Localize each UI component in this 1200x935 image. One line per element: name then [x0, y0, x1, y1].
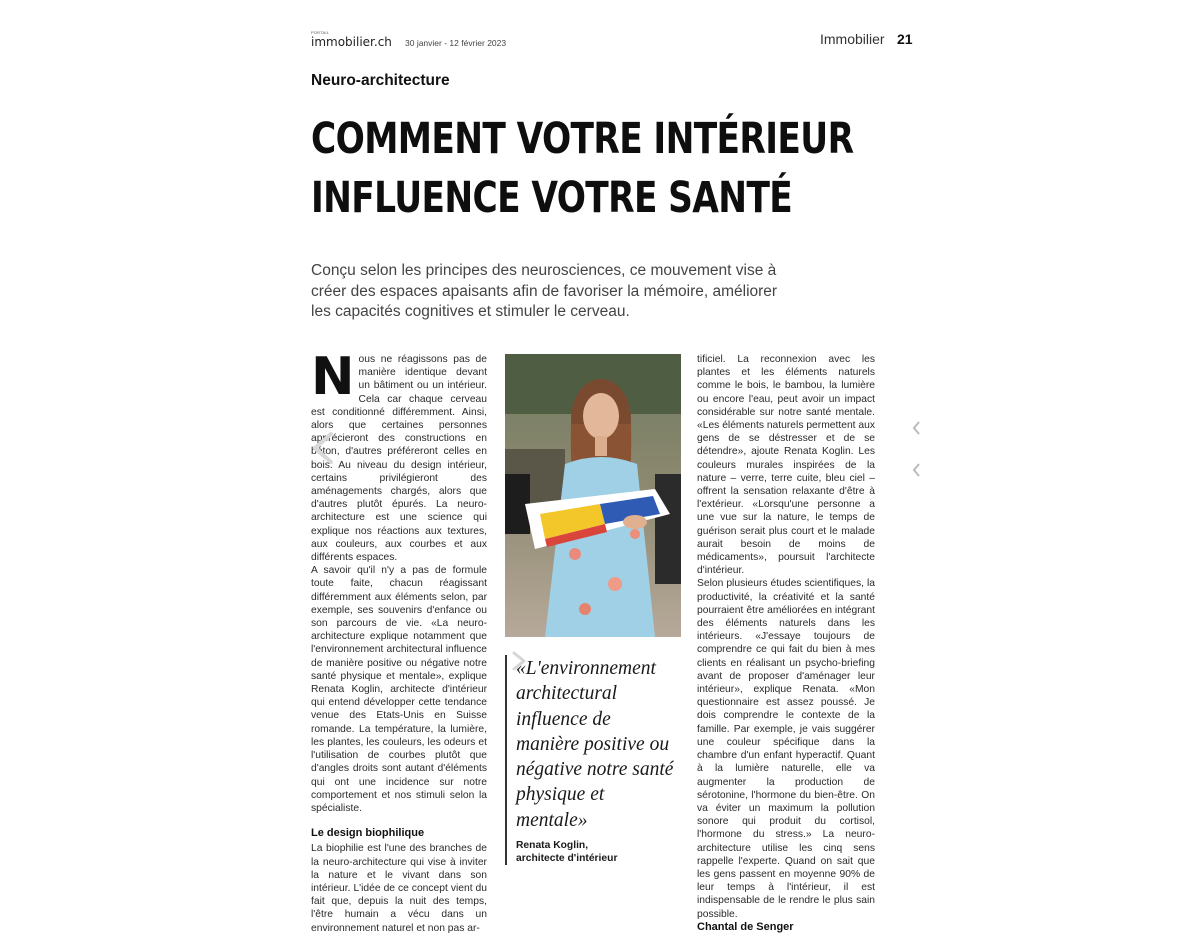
section-name: Immobilier: [820, 31, 885, 47]
paragraph: Selon plusieurs études scientifiques, la productivité, la créativité et la santé pourraient être améliorées en intégrant des éléments naturels dans les intérieurs. «J'essaye toujours de comprendre ce qui fait du bien à mes clients en réalisant un psycho-briefing avant de proposer d'aménager leur intérieur», explique Renata. «Mon questionnaire est assez poussé. Je dois comprendre le contexte de la famille. Par exemple, je vais suggérer une couleur spécifique dans la chambre d'un enfant hyperactif. Quant à la lumière naturelle, elle va augmenter la production de sérotonine, l'hormone du bien-être. On va éviter un maximum la pollution sonore qui produit du cortisol, l'hormone du stress.» La neuro-architecture utilise les cinq sens rappelle l'experte. Quand on sait que les gens passent en moyenne 90% de leur temps à l'intérieur, il est indispensable de le rendre le plus sain possible.: [697, 578, 875, 920]
quote-rule: [505, 655, 507, 865]
page-edge-mark-icon: [911, 421, 921, 435]
paragraph: La biophilie est l'une des branches de la neuro-architecture qui vise à inviter la nature et le vivant dans son intérieur. L'idée de ce concept vient du fait que, depuis la nuit des temps, l'être humain a vécu dans un environnement naturel et non pas ar-: [311, 843, 487, 934]
page-edge-mark-icon: [911, 463, 921, 477]
pull-quote: «L'environnement architectural influence de manière positive ou négative notre santé physique et mentale»: [516, 658, 674, 831]
paragraph: A savoir qu'il n'y a pas de formule toute faite, chacun réagissant différemment aux éléments selon, par exemple, ses souvenirs d'enfance ou son parcours de vie. «La neuro-architecture explique notamment que l'environnement architectural influence de manière positive ou négative notre santé physique et mentale», explique Renata Koglin, architecte d'intérieur qui entend développer cette tendance venue des Etats-Unis en Suisse romande. La température, la lumière, les plantes, les couleurs, les odeurs et l'utilisation de courbes plutôt que d'angles droits sont autant d'éléments qui ont une incidence sur notre comportement et nos stimuli selon la spécialiste.: [311, 565, 487, 814]
article-headline: [311, 110, 854, 228]
drop-cap: N: [311, 347, 355, 407]
quote-author-role: architecte d'intérieur: [516, 853, 618, 864]
chevron-left-icon[interactable]: [305, 428, 345, 468]
publication-logo: immobilier.ch: [311, 35, 392, 49]
article-column-3: [697, 353, 875, 934]
article-byline: Chantal de Senger: [697, 920, 794, 933]
paragraph: ous ne réagissons pas de manière identique devant un bâtiment ou un intérieur. Cela car chaque cerveau est conditionné différemment. Ainsi, alors que certaines personnes apprécieront des constructions en béton, d'autres préféreront celles en bois. Au niveau du design intérieur, certains privilégieront des aménagements chargés, alors que d'autres plutôt épurés. La neuro-architecture est une science qui explique nos réactions aux textures, aux couleurs, aux courbes et aux différents espaces.: [311, 354, 487, 564]
paragraph: tificiel. La reconnexion avec les plantes et les éléments naturels comme le bois, le bambou, la lumière ou encore l'eau, peut avoir un impact considérable sur notre santé mentale. «Les éléments naturels permettent aux gens de se déstresser et de se détendre», ajoute Renata Koglin. Les couleurs murales inspirées de la nature – verre, terre cuite, bleu ciel – offrent la sensation relaxante d'être à l'extérieur. «Lorsqu'une personne a une vue sur la nature, le temps de guérison serait plus court et le malade aurait besoin de moins de médicaments», poursuit l'architecte d'intérieur.: [697, 354, 876, 577]
article-lead: Conçu selon les principes des neurosciences, ce mouvement vise à créer des espaces apaisants afin de favoriser la mémoire, améliorer les capacités cognitives et stimuler le cerveau.: [311, 262, 778, 320]
headline-line-1: COMMENT VOTRE INTÉRIEUR: [311, 114, 854, 164]
issue-dates: 30 janvier - 12 février 2023: [405, 38, 507, 48]
subheading: Le design biophilique: [311, 827, 425, 840]
portrait-photo: [505, 354, 681, 637]
logo-tagline: PORTAIL: [311, 30, 330, 35]
page-number: 21: [897, 31, 913, 47]
headline-line-2: INFLUENCE VOTRE SANTÉ: [311, 173, 793, 223]
chevron-right-icon[interactable]: [508, 650, 530, 672]
portrait-illustration: [505, 354, 681, 637]
article-kicker: Neuro-architecture: [311, 72, 450, 89]
quote-attribution: [516, 839, 617, 865]
quote-author-name: Renata Koglin,: [516, 840, 589, 851]
